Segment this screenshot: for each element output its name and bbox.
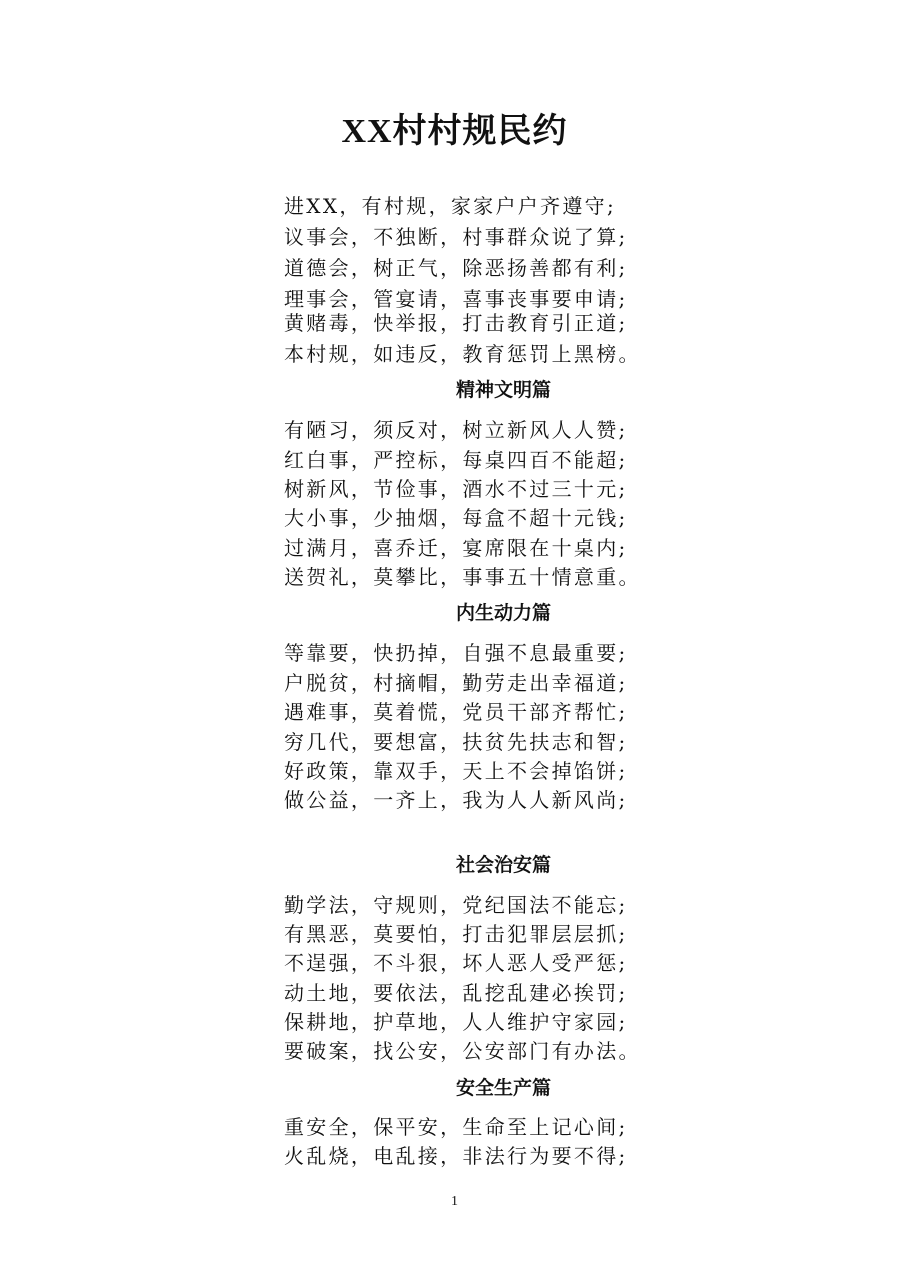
text-line: 户脱贫，村摘帽，勤劳走出幸福道; [284, 671, 628, 695]
text-line: 火乱烧，电乱接，非法行为要不得; [284, 1144, 628, 1168]
text-line: 本村规，如违反，教育惩罚上黑榜。 [284, 342, 641, 366]
text-line: 理事会，管宴请，喜事丧事要申请; [284, 287, 628, 311]
text-line: 要破案，找公安，公安部门有办法。 [284, 1039, 641, 1063]
text-line: 黄赌毒，快举报，打击教育引正道; [284, 311, 628, 335]
text-line: 重安全，保平安，生命至上记心间; [284, 1115, 628, 1139]
text-line: 进XX，有村规，家家户户齐遵守; [284, 194, 617, 218]
text-line: 好政策，靠双手，天上不会掉馅饼; [284, 759, 628, 783]
section-heading: 社会治安篇 [456, 854, 552, 876]
text-line: 大小事，少抽烟，每盒不超十元钱; [284, 506, 628, 530]
text-line: 送贺礼，莫攀比，事事五十情意重。 [284, 565, 641, 589]
text-line: 过满月，喜乔迁，宴席限在十桌内; [284, 536, 628, 560]
text-line: 等靠要，快扔掉，自强不息最重要; [284, 641, 628, 665]
text-line: 保耕地，护草地，人人维护守家园; [284, 1010, 628, 1034]
page-number: 1 [451, 1194, 458, 1209]
text-line: 红白事，严控标，每桌四百不能超; [284, 448, 628, 472]
text-line: 树新风，节俭事，酒水不过三十元; [284, 477, 628, 501]
text-line: 不逞强，不斗狠，坏人恶人受严惩; [284, 951, 628, 975]
text-line: 道德会，树正气，除恶扬善都有利; [284, 256, 628, 280]
text-line: 穷几代，要想富，扶贫先扶志和智; [284, 730, 628, 754]
text-line: 动土地，要依法，乱挖乱建必挨罚; [284, 981, 628, 1005]
text-line: 遇难事，莫着慌，党员干部齐帮忙; [284, 700, 628, 724]
text-line: 议事会，不独断，村事群众说了算; [284, 225, 628, 249]
section-heading: 安全生产篇 [456, 1077, 552, 1099]
section-heading: 内生动力篇 [456, 602, 552, 624]
text-line: 有陋习，须反对，树立新风人人赞; [284, 418, 628, 442]
section-heading: 精神文明篇 [456, 379, 552, 401]
text-line: 勤学法，守规则，党纪国法不能忘; [284, 893, 628, 917]
text-line: 做公益，一齐上，我为人人新风尚; [284, 788, 628, 812]
text-line: 有黑恶，莫要怕，打击犯罪层层抓; [284, 922, 628, 946]
document-title: XX村村规民约 [341, 113, 568, 150]
